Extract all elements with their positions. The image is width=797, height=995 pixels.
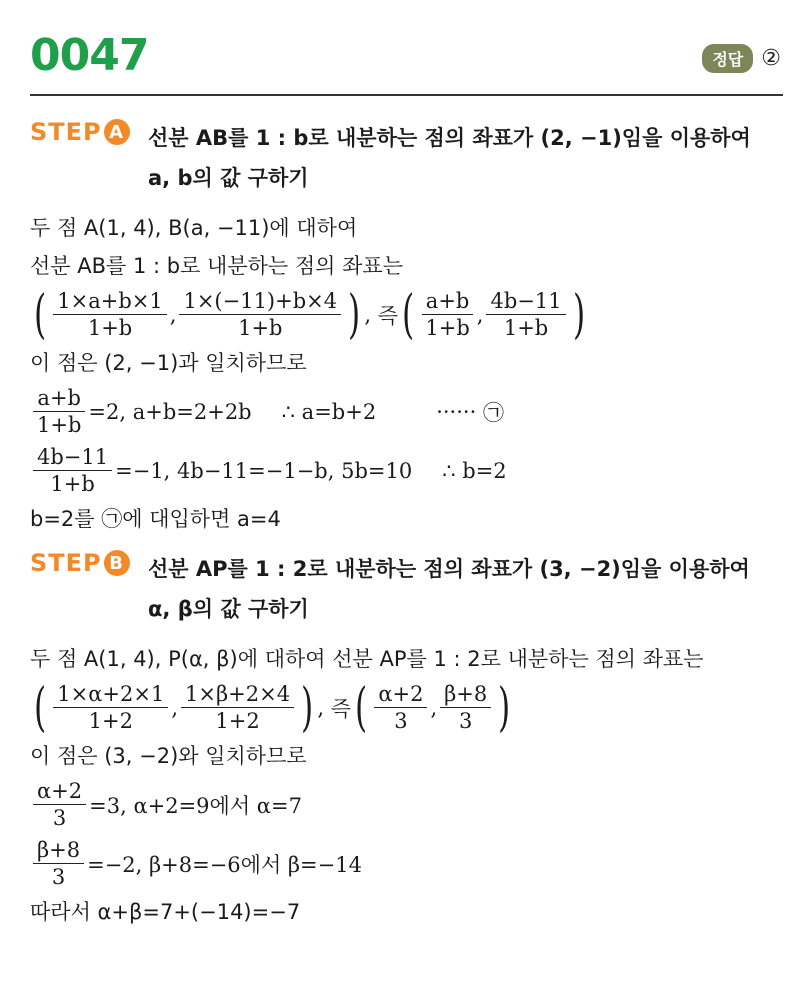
step-b-equation1 [30, 778, 780, 831]
fraction-numerator: a+b [422, 288, 474, 315]
step-b-line1: 두 점 A(1, 4), P(α, β)에 대하여 선분 AP를 1 : 2로 내분하는 점의 좌표는 [30, 647, 704, 671]
step-b-title [148, 549, 750, 629]
fraction-denominator: 1+b [87, 316, 133, 340]
fraction-denominator: 1+b [37, 413, 82, 437]
header-divider [30, 94, 783, 96]
close-paren: ) [301, 677, 314, 738]
open-paren: ( [34, 284, 47, 345]
fraction-denominator: 1+b [425, 316, 470, 340]
step-b-line2: 이 점은 (3, −2)와 일치하므로 [30, 744, 307, 768]
step-a-title-line2: a, b의 값 구하기 [148, 166, 309, 190]
fraction-denominator: 3 [459, 709, 473, 733]
close-paren: ) [572, 284, 585, 345]
step-a-line4: b=2를 ㉠에 대입하면 a=4 [30, 507, 281, 531]
fraction [33, 385, 85, 438]
answer-value: ② [761, 46, 781, 71]
equation-text: =−1, 4b−11=−1−b, 5b=10 [115, 458, 413, 483]
fraction [486, 288, 565, 341]
fraction [181, 681, 294, 734]
fraction-numerator: a+b [33, 385, 85, 412]
step-a-letter: A [104, 119, 130, 145]
open-paren: ( [34, 677, 47, 738]
step-a-title-line1: 선분 AB를 1 : b로 내분하는 점의 좌표가 (2, −1)임을 이용하여 [148, 126, 751, 150]
step-a-point-expression: ( $\frac{1\times a+b\times 1}{1+b}$ , $\frac{1\times(-11)+b\times 4}{1+b}$ ) , 즉 ( $\frac{a+b}{1+b}$ , $\frac{4b-11}{1+b}$ ) [34, 284, 585, 345]
step-a-line3: 이 점은 (2, −1)과 일치하므로 [30, 351, 307, 375]
fraction-denominator: 1+2 [215, 709, 260, 733]
equation-text: =−2, β+8=−6에서 β=−14 [87, 852, 362, 877]
fraction-denominator: 1+b [503, 316, 549, 340]
step-b-point-expression: ( $\frac{1\times\alpha+2\times 1}{1+2}$ , $\frac{1\times\beta+2\times 4}{1+2}$ ) , 즉 ( $\frac{\alpha+2}{3}$ , $\frac{\beta+8}{3}$ ) [34, 677, 511, 738]
fraction-denominator: 3 [52, 806, 67, 830]
answer-label: 정답 [702, 44, 753, 73]
step-b-tag [30, 549, 148, 577]
fraction [440, 681, 491, 734]
fraction [421, 288, 473, 341]
fraction-numerator: β+8 [440, 681, 491, 708]
problem-number: 0047 [30, 30, 149, 81]
step-b-line3: 따라서 α+β=7+(−14)=−7 [30, 900, 301, 924]
fraction-numerator: 4b−11 [486, 288, 565, 315]
fraction [53, 288, 166, 341]
step-a-title [148, 118, 751, 198]
fraction-numerator: β+8 [33, 837, 84, 864]
fraction-denominator: 1+b [238, 316, 283, 340]
fraction-denominator: 3 [394, 709, 408, 733]
fraction-denominator: 1+b [50, 472, 95, 496]
equation-text: =2, a+b=2+2b [88, 399, 252, 424]
step-a-line1: 두 점 A(1, 4), B(a, −11)에 대하여 [30, 216, 358, 240]
step-a-label: STEP [30, 118, 102, 146]
fraction-denominator: 1+2 [88, 709, 133, 733]
step-a-equation2 [30, 444, 780, 497]
fraction [33, 444, 112, 497]
step-a-equation1 [30, 385, 780, 438]
fraction [33, 837, 84, 890]
word-jeuk: 즉 [377, 303, 399, 328]
mark-giyeok: ㉠ [482, 400, 504, 425]
step-b-letter: B [104, 550, 130, 576]
close-paren: ) [498, 677, 511, 738]
therefore-text: ∴ a=b+2 [281, 399, 377, 424]
fraction-numerator: 1×a+b×1 [53, 288, 166, 315]
word-jeuk: 즉 [330, 696, 352, 721]
dots: ······ [436, 399, 477, 424]
step-b-title-line2: α, β의 값 구하기 [148, 597, 309, 621]
fraction [33, 778, 86, 831]
step-b-heading [30, 549, 780, 629]
close-paren: ) [348, 284, 361, 345]
fraction-numerator: 1×α+2×1 [53, 681, 168, 708]
step-b-equation2 [30, 837, 780, 890]
fraction-numerator: α+2 [374, 681, 427, 708]
open-paren: ( [402, 284, 415, 345]
answer-box [702, 44, 781, 73]
fraction [53, 681, 168, 734]
step-a-heading [30, 118, 780, 198]
step-a-tag [30, 118, 148, 146]
open-paren: ( [355, 677, 368, 738]
problem-header [0, 0, 797, 96]
fraction-numerator: 1×(−11)+b×4 [179, 288, 341, 315]
fraction [374, 681, 427, 734]
step-a-line2: 선분 AB를 1 : b로 내분하는 점의 좌표는 [30, 254, 403, 278]
solution-body [30, 118, 780, 934]
fraction-denominator: 3 [51, 865, 66, 889]
step-b-title-line1: 선분 AP를 1 : 2로 내분하는 점의 좌표가 (3, −2)임을 이용하여 [148, 557, 750, 581]
fraction-numerator: 4b−11 [33, 444, 112, 471]
therefore-text: ∴ b=2 [442, 458, 507, 483]
fraction [179, 288, 341, 341]
equation-text: =3, α+2=9에서 α=7 [89, 793, 302, 818]
fraction-numerator: α+2 [33, 778, 86, 805]
fraction-numerator: 1×β+2×4 [181, 681, 294, 708]
step-b-label: STEP [30, 549, 102, 577]
